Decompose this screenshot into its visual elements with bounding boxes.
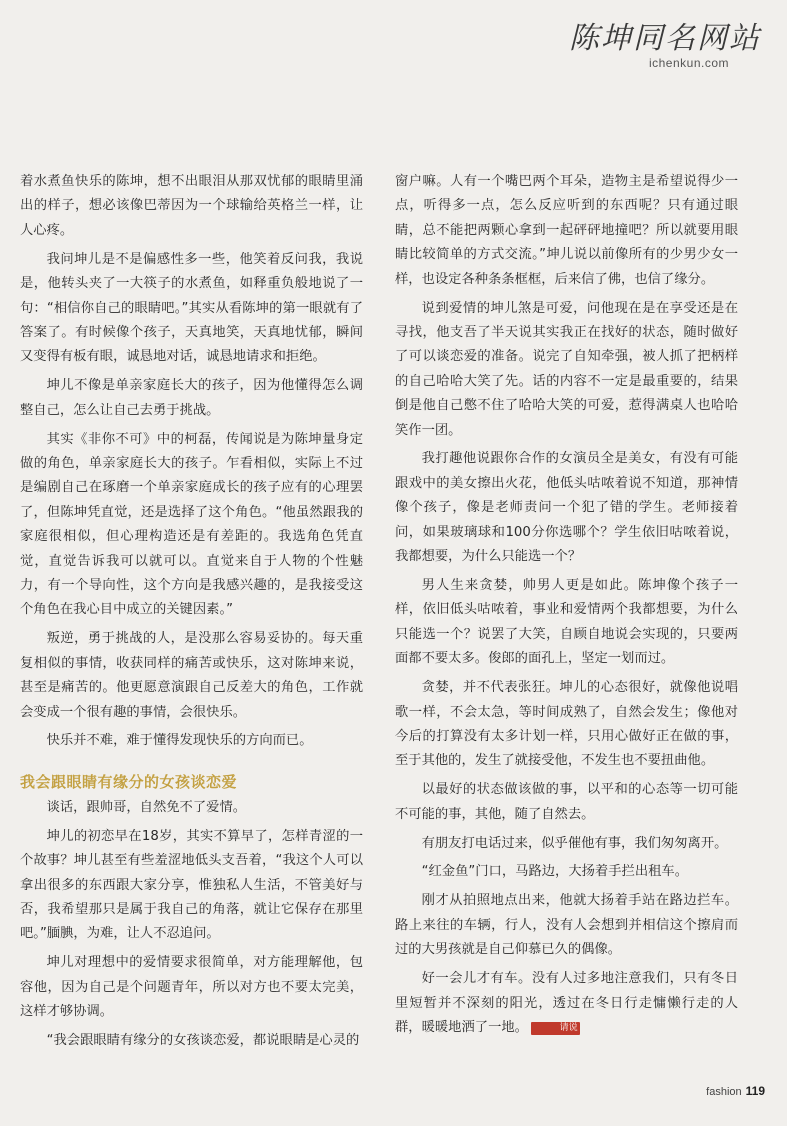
page-number: 119 [745,1084,765,1098]
paragraph: 快乐并不难，难于懂得发现快乐的方向而已。 [46,733,313,749]
paragraph: 谈话，跟帅哥，自然免不了爱情。 [46,799,247,815]
section-heading: 我会跟眼睛有缘分的女孩谈恋爱 [20,772,238,791]
paragraph: 坤儿的初恋早在18岁，其实不算早了，怎样青涩的一个故事？坤儿甚至有些羞涩地低头支吾着，“我这个人可以拿出很多的东西跟大家分享，惟独私人生活，不管美好与否，我希望那只是属于我自己的角落，就让它保存在那里吧。”腼腆，为难，让人不忍追问。 [20,828,363,942]
paragraph: 窗户嘛。人有一个嘴巴两个耳朵，造物主是希望说得少一点，听得多一点，怎么反应听到的东西呢？只有通过眼睛，总不能把两颗心拿到一起砰砰地撞吧？所以就要用眼睛比较简单的方式交流。”坤儿说以前像所有的少男少女一样，也设定各种条条框框，后来信了佛，也信了缘分。 [395,174,738,287]
paragraph: 刚才从拍照地点出来，他就大扬着手站在路边拦车。路上来往的车辆，行人，没有人会想到并相信这个擦肩而过的大男孩就是自己仰慕已久的偶像。 [395,893,738,958]
magazine-name: fashion [706,1086,742,1098]
paragraph: 坤儿对理想中的爱情要求很简单，对方能理解他，包容他，因为自己是个问题青年，所以对方也不要太完美，这样才够协调。 [20,955,363,1020]
end-mark: 请说 [531,1022,580,1035]
logo-calligraphy: 陈坤同名网站 [569,21,761,56]
paragraph: “红金鱼”门口，马路边，大扬着手拦出租车。 [421,864,689,880]
paragraph: 有朋友打电话过来，似乎催他有事，我们匆匆离开。 [421,835,728,851]
paragraph: 其实《非你不可》中的柯磊，传闻说是为陈坤量身定做的角色，单亲家庭长大的孩子。乍看相似，实际上不过是编剧自己在琢磨一个单亲家庭成长的孩子应有的心理罢了，但陈坤凭直觉，还是选择了这个角色。“他虽然跟我的家庭很相似，但心理构造还是有差距的。我选角色凭直觉，直觉告诉我可以就可以。直觉来自于人物的个性魅力，有一个导向性，这个方向是我感兴趣的，是我接受这个角色在我心目中成立的关键因素。” [20,431,363,618]
paragraph: 着水煮鱼快乐的陈坤，想不出眼泪从那双忧郁的眼睛里涌出的样子，想必该像巴蒂因为一个球输给英格兰一样，让人心疼。 [20,174,363,238]
left-column [20,170,363,1058]
paragraph: 男人生来贪婪，帅男人更是如此。陈坤像个孩子一样，依旧低头咕哝着，事业和爱情两个我都想要，为什么只能选一个？说罢了大笑，自顾自地说会实现的，只要两面都不要太多。俊郎的面孔上，坚定一划而过。 [395,578,738,667]
paragraph: 坤儿不像是单亲家庭长大的孩子，因为他懂得怎么调整自己，怎么让自己去勇于挑战。 [20,378,363,418]
paragraph: 我问坤儿是不是偏感性多一些，他笑着反问我，我说是，他转头夹了一大筷子的水煮鱼，如释重负般地说了一句：“相信你自己的眼睛吧。”其实从看陈坤的第一眼就有了答案了。有时候像个孩子，天真地笑，天真地忧郁，瞬间又变得有板有眼，诚恳地对话，诚恳地请求和拒绝。 [20,251,363,365]
page-footer [706,1084,765,1098]
logo-url: ichenkun.com [648,56,729,70]
last-paragraph [395,967,738,1040]
site-logo [569,22,759,82]
paragraph: 说到爱情的坤儿煞是可爱，问他现在是在享受还是在寻找，他支吾了半天说其实我正在找好的状态，随时做好了可以谈恋爱的准备。说完了自知牵强，被人抓了把柄样的自己哈哈大笑了先。话的内容不一定是最重要的，结果倒是他自己憋不住了哈哈大笑的可爱，惹得满桌人也哈哈笑作一团。 [395,300,738,438]
right-column [395,170,738,1045]
paragraph: 我打趣他说跟你合作的女演员全是美女，有没有可能跟戏中的美女擦出火花，他低头咕哝着说不知道，那神情像个孩子，像是老师责问一个犯了错的学生。老师接着问，如果玻璃球和100分你选哪个？学生依旧咕哝着说，我都想要，为什么只能选一个？ [395,451,738,565]
paragraph-text: 好一会儿才有车。没有人过多地注意我们，只有冬日里短暂并不深刻的阳光，透过在冬日行走慵懒行走的人群，暖暖地洒了一地。 [395,971,738,1035]
paragraph: 叛逆，勇于挑战的人，是没那么容易妥协的。每天重复相似的事情，收获同样的痛苦或快乐，这对陈坤来说，甚至是痛苦的。他更愿意演跟自己反差大的角色，工作就会变成一个很有趣的事情，会很快乐。 [20,631,363,720]
paragraph: 贪婪，并不代表张狂。坤儿的心态很好，就像他说唱歌一样，不会太急，等时间成熟了，自然会发生；像他对今后的打算没有太多计划一样，只用心做好正在做的事，至于其他的，发生了就接受他，不发生也不要扭曲他。 [395,680,738,769]
paragraph: 以最好的状态做该做的事，以平和的心态等一切可能不可能的事，其他，随了自然去。 [395,782,738,822]
paragraph: “我会跟眼睛有缘分的女孩谈恋爱，都说眼睛是心灵的 [46,1033,360,1048]
